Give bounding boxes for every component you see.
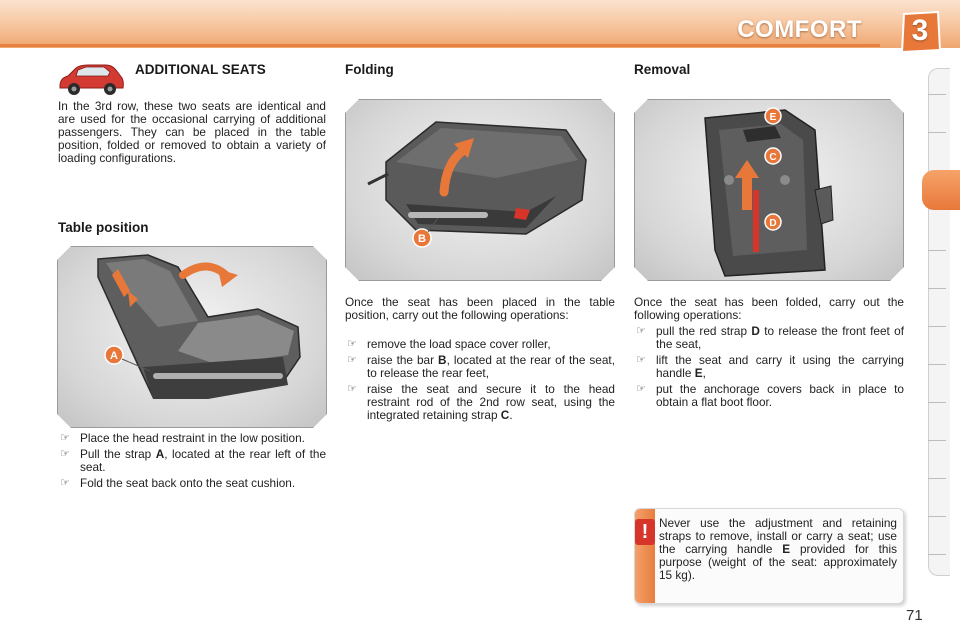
- illustration-folding: [345, 99, 615, 281]
- tab-divider: [928, 364, 946, 365]
- list-item: ☞ put the anchorage covers back in place to obtain a flat boot floor.: [636, 382, 904, 409]
- tab-divider: [928, 250, 946, 251]
- pointing-hand-icon: ☞: [636, 383, 646, 395]
- pointing-hand-icon: ☞: [60, 432, 70, 444]
- list-item: ☞ Fold the seat back onto the seat cushion.: [60, 476, 296, 490]
- callout-label-b: B: [418, 233, 426, 245]
- list-item: ☞ Place the head restraint in the low position.: [60, 431, 305, 445]
- removal-steps: [634, 325, 904, 412]
- list-item: ☞ Pull the strap A, located at the rear left of the seat.: [60, 447, 326, 474]
- callout-label-c: C: [769, 152, 777, 163]
- active-chapter-tab[interactable]: [922, 170, 960, 210]
- section-title-additional-seats: ADDITIONAL SEATS: [135, 62, 266, 77]
- tab-divider: [928, 554, 946, 555]
- chapter-number: 3: [911, 14, 929, 47]
- tab-divider: [928, 402, 946, 403]
- tab-divider: [928, 440, 946, 441]
- list-item: ☞ remove the load space cover roller,: [347, 337, 551, 351]
- chapter-title: COMFORT: [737, 16, 862, 43]
- tab-divider: [928, 326, 946, 327]
- list-item: ☞ raise the bar B, located at the rear of the seat, to release the rear feet,: [347, 353, 615, 380]
- warning-box: [634, 508, 904, 604]
- pointing-hand-icon: ☞: [636, 354, 646, 366]
- pointing-hand-icon: ☞: [347, 354, 357, 366]
- folding-intro: Once the seat has been placed in the table position, carry out the following operations:: [345, 295, 615, 322]
- list-item: ☞ lift the seat and carry it using the carrying handle E,: [636, 353, 904, 380]
- tab-divider: [928, 94, 946, 95]
- car-icon: [56, 62, 126, 98]
- illustration-table-position: [57, 246, 327, 428]
- warning-text: Never use the adjustment and retaining straps to remove, install or carry a seat; use the carrying handle E provided for this purpose (weight of the seat: approximately 15 kg).: [659, 516, 897, 582]
- tab-divider: [928, 516, 946, 517]
- list-item: ☞ raise the seat and secure it to the head restraint rod of the 2nd row seat, using the integrated retaining strap C.: [347, 382, 615, 422]
- warning-icon: !: [635, 519, 655, 545]
- illustration-removal: [634, 99, 904, 281]
- chapter-tab-strip: [928, 68, 950, 576]
- header-rule: [0, 44, 880, 47]
- section-title-table-position: Table position: [58, 220, 149, 235]
- pointing-hand-icon: ☞: [347, 338, 357, 350]
- tab-divider: [928, 288, 946, 289]
- callout-label-a: A: [110, 350, 118, 362]
- page-number: 71: [906, 607, 923, 624]
- pointing-hand-icon: ☞: [60, 448, 70, 460]
- section-title-folding: Folding: [345, 62, 394, 77]
- callout-label-e: E: [769, 112, 777, 123]
- pointing-hand-icon: ☞: [60, 477, 70, 489]
- tab-divider: [928, 478, 946, 479]
- table-position-steps: [58, 432, 326, 493]
- chapter-badge: [900, 10, 942, 54]
- pointing-hand-icon: ☞: [636, 325, 646, 337]
- list-item: ☞ pull the red strap D to release the front feet of the seat,: [636, 324, 904, 351]
- folding-steps: [345, 338, 615, 425]
- callout-label-d: D: [769, 218, 777, 229]
- removal-intro: Once the seat has been folded, carry out the following operations:: [634, 295, 904, 322]
- section-title-removal: Removal: [634, 62, 691, 77]
- intro-paragraph: In the 3rd row, these two seats are identical and are used for the occasional carrying of additional passengers. They can be placed in the table position, folded or removed to obtain a variety of loading configurations.: [58, 99, 326, 165]
- pointing-hand-icon: ☞: [347, 383, 357, 395]
- tab-divider: [928, 132, 946, 133]
